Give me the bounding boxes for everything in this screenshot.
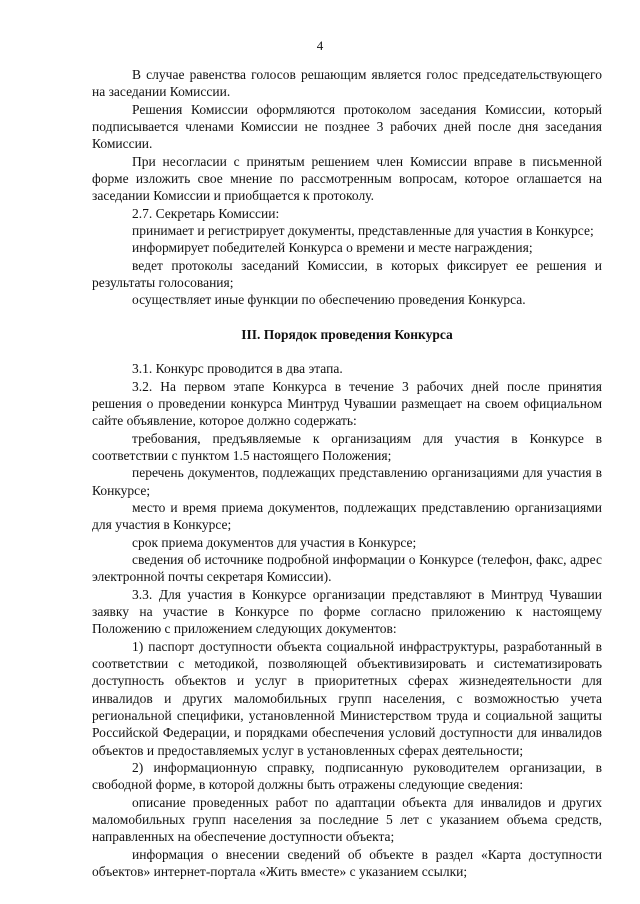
page-number: 4 [316,38,324,53]
paragraph: сведения об источнике подробной информации о Конкурсе (телефон, факс, адрес электронной почты секретаря Комиссии). [92,551,602,585]
paragraph: информация о внесении сведений об объекте в раздел «Карта доступности объектов» интернет-портала «Жить вместе» с указанием ссылки; [92,846,602,880]
paragraph: 1) паспорт доступности объекта социальной инфраструктуры, разработанный в соответствии с методикой, позволяющей объективизировать и систематизировать доступность объектов и услуг в приоритетных сферах жизнедеятельности для инвалидов и других маломобильных групп населения, с возможностью учета региональной специфики, установленной Министерством труда и социальной защиты Российской Федерации, и порядками обеспечения условий доступности для инвалидов объектов и предоставляемых услуг в установленных сферах деятельности; [92,638,602,758]
paragraph: Решения Комиссии оформляются протоколом заседания Комиссии, который подписывается членами Комиссии не позднее 3 рабочих дней после дня заседания Комиссии. [92,101,602,152]
paragraph: 2) информационную справку, подписанную руководителем организации, в свободной форме, в которой должны быть отражены следующие сведения: [92,760,602,793]
paragraph: 3.2. На первом этапе Конкурса в течение 3 рабочих дней после принятия решения о проведении конкурса Минтруд Чувашии размещает на своем официальном сайте объявление, которое должно содержать: [92,378,602,429]
paragraph: 3.3. Для участия в Конкурсе организации представляют в Минтруд Чувашии заявку на участие в Конкурсе по форме согласно приложению к настоящему Положению с приложением следующих документов: [92,586,602,637]
paragraph: ведет протоколы заседаний Комиссии, в которых фиксирует ее решения и результаты голосования; [92,257,602,291]
paragraph: принимает и регистрирует документы, представленные для участия в Конкурсе; [132,223,594,239]
paragraph: описание проведенных работ по адаптации объекта для инвалидов и других маломобильных групп населения за последние 5 лет с указанием объема средств, направленных на обеспечение доступности объекта; [92,794,602,845]
paragraph: 2.7. Секретарь Комиссии: [132,205,280,221]
paragraph: место и время приема документов, подлежащих представлению организациями для участия в Конкурсе; [92,499,602,533]
paragraph: требования, предъявляемые к организациям для участия в Конкурсе в соответствии с пунктом 1.5 настоящего Положения; [92,430,602,463]
document-body [92,66,602,880]
paragraph: осуществляет иные функции по обеспечению проведения Конкурса. [132,292,526,308]
paragraph: В случае равенства голосов решающим является голос председательствующего на заседании Комиссии. [92,67,602,100]
paragraph: При несогласии с принятым решением член Комиссии вправе в письменной форме изложить свое мнение по рассмотренным вопросам, которое оглашается на заседании Комиссии и приобщается к протоколу. [92,153,602,204]
section-heading: III. Порядок проведения Конкурса [241,326,453,342]
paragraph: перечень документов, подлежащих представлению организациями для участия в Конкурсе; [92,465,602,498]
paragraph: срок приема документов для участия в Конкурсе; [132,534,417,550]
paragraph: информирует победителей Конкурса о времени и месте награждения; [132,240,533,256]
paragraph: 3.1. Конкурс проводится в два этапа. [132,361,343,377]
